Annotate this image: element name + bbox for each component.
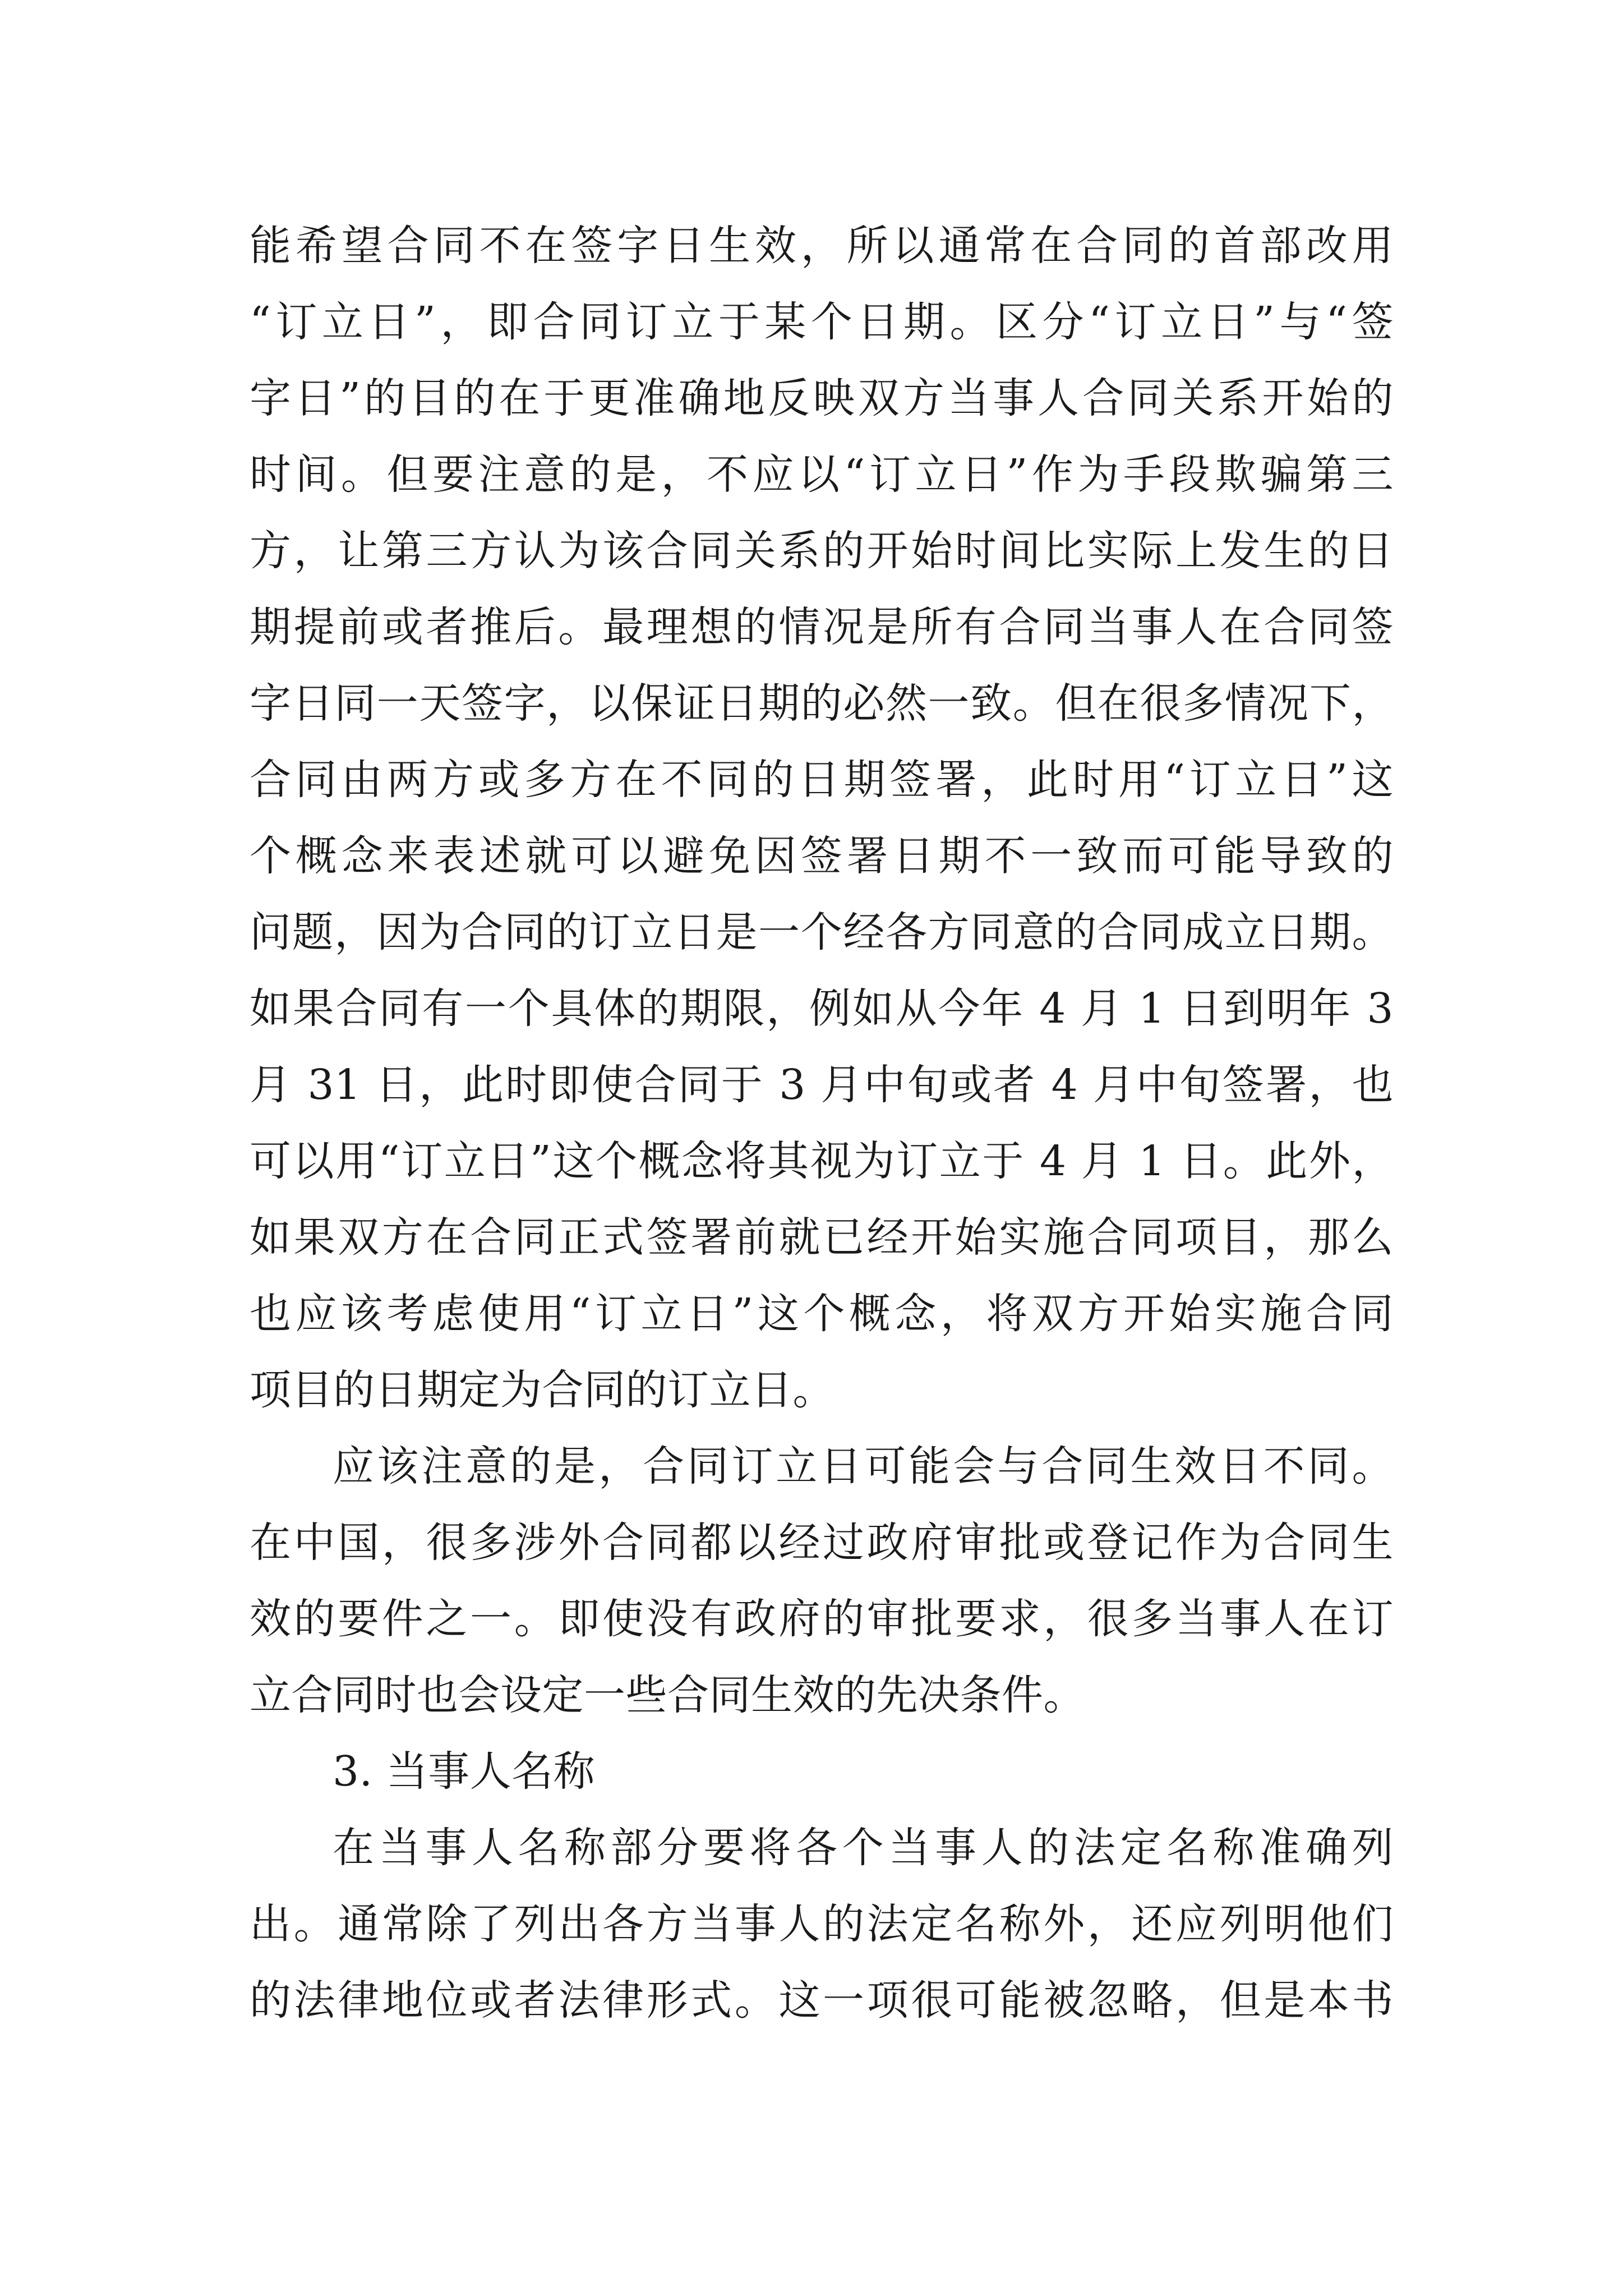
paragraph xyxy=(250,208,1394,1428)
text-line: 期提前或者推后。最理想的情况是所有合同当事人在合同签 xyxy=(250,603,1394,651)
text-line: 字日”的目的在于更准确地反映双方当事人合同关系开始的 xyxy=(250,374,1394,422)
section-heading xyxy=(250,1733,1394,1810)
text-line: 如果合同有一个具体的期限，例如从今年 4 月 1 日到明年 3 xyxy=(250,984,1394,1033)
text-line: 项目的日期定为合同的订立日。 xyxy=(250,1366,834,1414)
text-line: 个概念来表述就可以避免因签署日期不一致而可能导致的 xyxy=(250,832,1394,880)
text-line: 能希望合同不在签字日生效，所以通常在合同的首部改用 xyxy=(250,222,1394,270)
text-line: 方，让第三方认为该合同关系的开始时间比实际上发生的日 xyxy=(250,527,1394,575)
text-line: 的法律地位或者法律形式。这一项很可能被忽略，但是本书 xyxy=(250,1976,1394,2024)
text-line: 应该注意的是，合同订立日可能会与合同生效日不同。 xyxy=(333,1442,1394,1490)
paragraph xyxy=(250,1428,1394,1733)
text-line: 效的要件之一。即使没有政府的审批要求，很多当事人在订 xyxy=(250,1595,1394,1643)
text-line: “订立日”，即合同订立于某个日期。区分“订立日”与“签 xyxy=(250,298,1394,346)
text-line: 字日同一天签字，以保证日期的必然一致。但在很多情况下， xyxy=(250,679,1394,728)
paragraph xyxy=(250,1810,1394,2039)
text-line: 如果双方在合同正式签署前就已经开始实施合同项目，那么 xyxy=(250,1213,1394,1262)
text-line: 立合同时也会设定一些合同生效的先决条件。 xyxy=(250,1671,1085,1719)
text-line: 合同由两方或多方在不同的日期签署，此时用“订立日”这 xyxy=(250,756,1394,804)
text-line: 出。通常除了列出各方当事人的法定名称外，还应列明他们 xyxy=(250,1900,1394,1948)
text-line: 在当事人名称部分要将各个当事人的法定名称准确列 xyxy=(333,1824,1394,1872)
text-line: 也应该考虑使用“订立日”这个概念，将双方开始实施合同 xyxy=(250,1290,1394,1338)
text-line: 时间。但要注意的是，不应以“订立日”作为手段欺骗第三 xyxy=(250,450,1394,499)
text-line: 在中国，很多涉外合同都以经过政府审批或登记作为合同生 xyxy=(250,1519,1394,1567)
body-text xyxy=(250,208,1394,2039)
text-line: 可以用“订立日”这个概念将其视为订立于 4 月 1 日。此外， xyxy=(250,1137,1394,1185)
text-line: 月 31 日，此时即使合同于 3 月中旬或者 4 月中旬签署，也 xyxy=(250,1061,1394,1109)
heading-text: 3. 当事人名称 xyxy=(333,1747,596,1796)
text-line: 问题，因为合同的订立日是一个经各方同意的合同成立日期。 xyxy=(250,908,1394,956)
